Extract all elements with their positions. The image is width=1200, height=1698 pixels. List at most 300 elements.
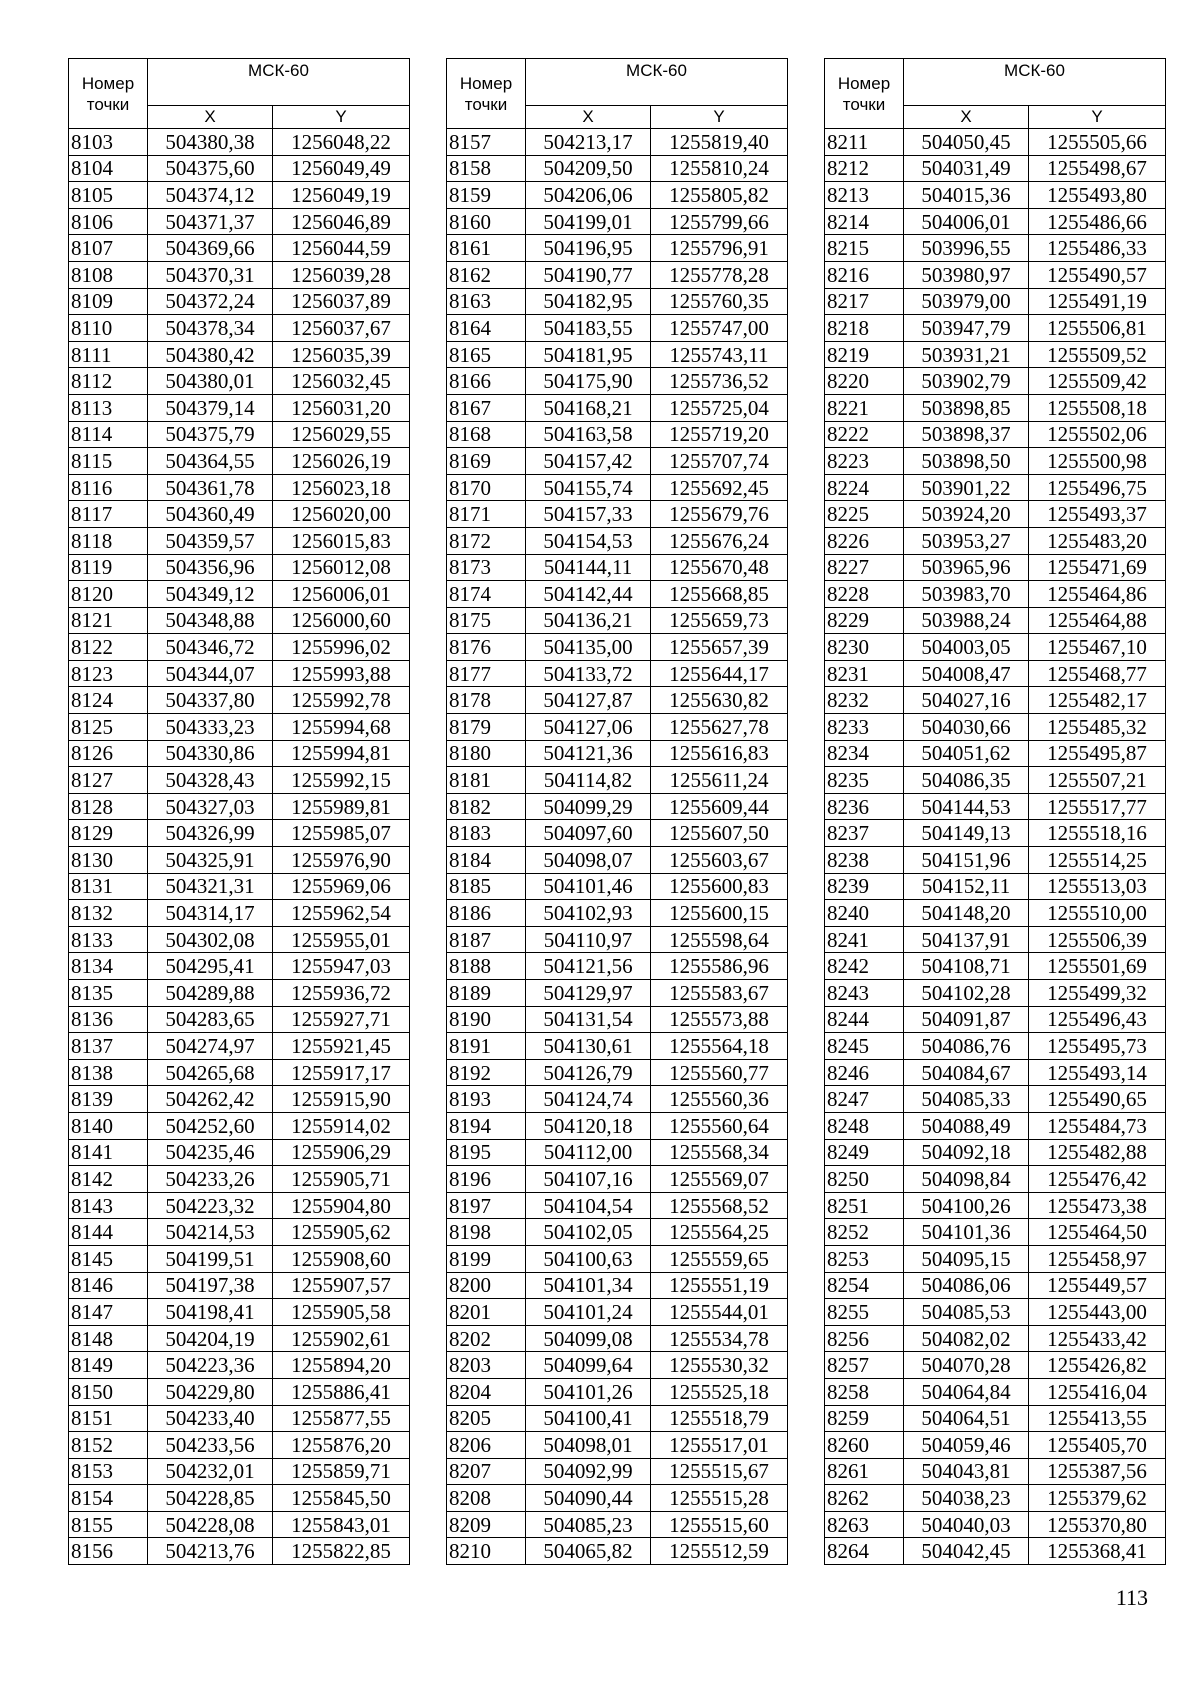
point-number-cell: 8209: [447, 1511, 526, 1538]
table-row: [825, 1059, 1166, 1086]
x-coordinate-cell: 504197,38: [148, 1272, 273, 1299]
point-number-cell: 8179: [447, 714, 526, 741]
point-number-cell: 8144: [69, 1219, 148, 1246]
x-coordinate-cell: 504252,60: [148, 1112, 273, 1139]
point-number-cell: 8232: [825, 687, 904, 714]
x-coordinate-cell: 504333,23: [148, 714, 273, 741]
y-coordinate-cell: 1255819,40: [651, 129, 788, 156]
point-number-cell: 8192: [447, 1059, 526, 1086]
y-coordinate-cell: 1255947,03: [273, 953, 410, 980]
table-row: [447, 1219, 788, 1246]
y-coordinate-cell: 1255464,86: [1029, 581, 1166, 608]
table-row: [69, 1139, 410, 1166]
point-number-cell: 8215: [825, 235, 904, 262]
point-number-cell: 8201: [447, 1299, 526, 1326]
point-number-cell: 8169: [447, 448, 526, 475]
table-row: [69, 634, 410, 661]
x-coordinate-cell: 504133,72: [526, 660, 651, 687]
table-row: [825, 394, 1166, 421]
table-row: [69, 660, 410, 687]
y-coordinate-cell: 1255904,80: [273, 1192, 410, 1219]
table-row: [825, 448, 1166, 475]
y-coordinate-cell: 1255877,55: [273, 1405, 410, 1432]
y-coordinate-cell: 1255573,88: [651, 1006, 788, 1033]
x-coordinate-cell: 504006,01: [904, 208, 1029, 235]
y-coordinate-cell: 1255443,00: [1029, 1299, 1166, 1326]
point-number-cell: 8229: [825, 607, 904, 634]
table-row: [447, 288, 788, 315]
y-coordinate-cell: 1256048,22: [273, 129, 410, 156]
y-coordinate-cell: 1255886,41: [273, 1378, 410, 1405]
table-row: [825, 341, 1166, 368]
x-coordinate-cell: 504090,44: [526, 1485, 651, 1512]
x-coordinate-cell: 504098,84: [904, 1166, 1029, 1193]
y-coordinate-cell: 1256039,28: [273, 261, 410, 288]
table-row: [447, 900, 788, 927]
y-coordinate-cell: 1255725,04: [651, 394, 788, 421]
point-number-cell: 8142: [69, 1166, 148, 1193]
x-coordinate-cell: 503947,79: [904, 315, 1029, 342]
x-coordinate-cell: 504327,03: [148, 793, 273, 820]
y-column-header: Y: [651, 106, 788, 129]
point-number-cell: 8145: [69, 1245, 148, 1272]
point-number-cell: 8109: [69, 288, 148, 315]
table-row: [69, 261, 410, 288]
point-number-cell: 8174: [447, 581, 526, 608]
x-coordinate-cell: 504086,06: [904, 1272, 1029, 1299]
x-column-header: X: [526, 106, 651, 129]
point-number-cell: 8194: [447, 1112, 526, 1139]
x-coordinate-cell: 504148,20: [904, 900, 1029, 927]
y-coordinate-cell: 1256029,55: [273, 421, 410, 448]
y-coordinate-cell: 1256046,89: [273, 208, 410, 235]
point-number-cell: 8173: [447, 554, 526, 581]
point-number-cell: 8239: [825, 873, 904, 900]
x-coordinate-cell: 504124,74: [526, 1086, 651, 1113]
y-coordinate-cell: 1255464,50: [1029, 1219, 1166, 1246]
table-row: [69, 1352, 410, 1379]
y-coordinate-cell: 1255449,57: [1029, 1272, 1166, 1299]
table-row: [825, 501, 1166, 528]
y-coordinate-cell: 1256020,00: [273, 501, 410, 528]
x-coordinate-cell: 504157,42: [526, 448, 651, 475]
point-number-cell: 8149: [69, 1352, 148, 1379]
table-row: [447, 501, 788, 528]
table-row: [447, 315, 788, 342]
table-row: [69, 1086, 410, 1113]
x-coordinate-cell: 504038,23: [904, 1485, 1029, 1512]
point-number-cell: 8191: [447, 1033, 526, 1060]
x-coordinate-cell: 504099,29: [526, 793, 651, 820]
x-coordinate-cell: 504228,85: [148, 1485, 273, 1512]
point-number-cell: 8210: [447, 1538, 526, 1565]
point-number-cell: 8178: [447, 687, 526, 714]
point-number-cell: 8107: [69, 235, 148, 262]
table-row: [69, 873, 410, 900]
table-row: [69, 900, 410, 927]
table-row: [447, 687, 788, 714]
table-row: [825, 1325, 1166, 1352]
point-number-cell: 8116: [69, 474, 148, 501]
y-coordinate-cell: 1255506,39: [1029, 926, 1166, 953]
y-coordinate-cell: 1255458,97: [1029, 1245, 1166, 1272]
x-coordinate-cell: 504348,88: [148, 607, 273, 634]
y-coordinate-cell: 1255902,61: [273, 1325, 410, 1352]
x-coordinate-cell: 504101,36: [904, 1219, 1029, 1246]
table-row: [69, 1112, 410, 1139]
y-coordinate-cell: 1255368,41: [1029, 1538, 1166, 1565]
x-coordinate-cell: 504163,58: [526, 421, 651, 448]
x-coordinate-cell: 504223,36: [148, 1352, 273, 1379]
y-coordinate-cell: 1255512,59: [651, 1538, 788, 1565]
table-row: [447, 714, 788, 741]
y-coordinate-cell: 1255485,32: [1029, 714, 1166, 741]
table-row: [69, 1432, 410, 1459]
x-coordinate-cell: 504344,07: [148, 660, 273, 687]
x-coordinate-cell: 504120,18: [526, 1112, 651, 1139]
coordinate-system-header: МСК-60: [904, 59, 1166, 106]
y-coordinate-cell: 1255560,77: [651, 1059, 788, 1086]
x-coordinate-cell: 504209,50: [526, 155, 651, 182]
y-coordinate-cell: 1255500,98: [1029, 448, 1166, 475]
table-row: [447, 1352, 788, 1379]
table-row: [825, 474, 1166, 501]
point-number-cell: 8161: [447, 235, 526, 262]
point-number-cell: 8147: [69, 1299, 148, 1326]
y-coordinate-cell: 1255490,57: [1029, 261, 1166, 288]
x-coordinate-cell: 504213,76: [148, 1538, 273, 1565]
x-coordinate-cell: 504232,01: [148, 1458, 273, 1485]
y-coordinate-cell: 1255495,87: [1029, 740, 1166, 767]
point-number-cell: 8195: [447, 1139, 526, 1166]
x-coordinate-cell: 504325,91: [148, 847, 273, 874]
point-number-cell: 8208: [447, 1485, 526, 1512]
table-row: [825, 1166, 1166, 1193]
y-coordinate-cell: 1255564,18: [651, 1033, 788, 1060]
point-number-cell: 8128: [69, 793, 148, 820]
point-number-cell: 8182: [447, 793, 526, 820]
point-number-cell: 8204: [447, 1378, 526, 1405]
y-coordinate-cell: 1255743,11: [651, 341, 788, 368]
table-row: [447, 1006, 788, 1033]
point-number-cell: 8251: [825, 1192, 904, 1219]
x-coordinate-cell: 504289,88: [148, 980, 273, 1007]
y-coordinate-cell: 1255493,37: [1029, 501, 1166, 528]
table-row: [447, 1272, 788, 1299]
point-number-cell: 8117: [69, 501, 148, 528]
y-coordinate-cell: 1255498,67: [1029, 155, 1166, 182]
x-coordinate-cell: 503924,20: [904, 501, 1029, 528]
table-row: [825, 900, 1166, 927]
table-row: [825, 1086, 1166, 1113]
table-row: [447, 1299, 788, 1326]
table-row: [825, 873, 1166, 900]
point-number-cell: 8150: [69, 1378, 148, 1405]
x-coordinate-cell: 504346,72: [148, 634, 273, 661]
x-coordinate-cell: 504155,74: [526, 474, 651, 501]
table-row: [447, 1139, 788, 1166]
x-coordinate-cell: 504321,31: [148, 873, 273, 900]
table-row: [447, 1432, 788, 1459]
point-number-cell: 8134: [69, 953, 148, 980]
point-number-cell: 8166: [447, 368, 526, 395]
y-coordinate-cell: 1255496,43: [1029, 1006, 1166, 1033]
table-row: [825, 261, 1166, 288]
table-row: [825, 740, 1166, 767]
x-coordinate-cell: 504380,01: [148, 368, 273, 395]
y-column-header: Y: [273, 106, 410, 129]
y-coordinate-cell: 1255996,02: [273, 634, 410, 661]
point-number-cell: 8214: [825, 208, 904, 235]
table-row: [69, 208, 410, 235]
y-coordinate-cell: 1255530,32: [651, 1352, 788, 1379]
x-coordinate-cell: 504088,49: [904, 1112, 1029, 1139]
point-number-cell: 8202: [447, 1325, 526, 1352]
x-coordinate-cell: 504086,35: [904, 767, 1029, 794]
x-coordinate-cell: 504126,79: [526, 1059, 651, 1086]
x-coordinate-cell: 504110,97: [526, 926, 651, 953]
y-coordinate-cell: 1255405,70: [1029, 1432, 1166, 1459]
point-number-cell: 8213: [825, 182, 904, 209]
point-number-cell: 8119: [69, 554, 148, 581]
y-coordinate-cell: 1256006,01: [273, 581, 410, 608]
table-row: [69, 980, 410, 1007]
y-coordinate-cell: 1256015,83: [273, 527, 410, 554]
y-coordinate-cell: 1255495,73: [1029, 1033, 1166, 1060]
point-number-cell: 8237: [825, 820, 904, 847]
x-coordinate-cell: 504374,12: [148, 182, 273, 209]
x-coordinate-cell: 504121,56: [526, 953, 651, 980]
y-coordinate-cell: 1256049,49: [273, 155, 410, 182]
x-coordinate-cell: 504008,47: [904, 660, 1029, 687]
point-number-cell: 8190: [447, 1006, 526, 1033]
x-coordinate-cell: 504330,86: [148, 740, 273, 767]
point-number-cell: 8137: [69, 1033, 148, 1060]
y-coordinate-cell: 1255805,82: [651, 182, 788, 209]
point-number-cell: 8130: [69, 847, 148, 874]
table-row: [825, 1139, 1166, 1166]
y-coordinate-cell: 1255908,60: [273, 1245, 410, 1272]
point-number-cell: 8155: [69, 1511, 148, 1538]
y-coordinate-cell: 1255514,25: [1029, 847, 1166, 874]
x-coordinate-cell: 503983,70: [904, 581, 1029, 608]
table-row: [447, 1033, 788, 1060]
y-coordinate-cell: 1255905,71: [273, 1166, 410, 1193]
y-coordinate-cell: 1255569,07: [651, 1166, 788, 1193]
table-row: [825, 368, 1166, 395]
table-row: [825, 315, 1166, 342]
y-coordinate-cell: 1255515,28: [651, 1485, 788, 1512]
table-row: [447, 1086, 788, 1113]
point-number-cell: 8216: [825, 261, 904, 288]
x-coordinate-cell: 504190,77: [526, 261, 651, 288]
point-number-cell: 8180: [447, 740, 526, 767]
x-coordinate-cell: 504102,05: [526, 1219, 651, 1246]
table-row: [447, 1405, 788, 1432]
table-row: [825, 1192, 1166, 1219]
y-coordinate-cell: 1255468,77: [1029, 660, 1166, 687]
x-coordinate-cell: 504085,33: [904, 1086, 1029, 1113]
x-coordinate-cell: 504199,51: [148, 1245, 273, 1272]
y-coordinate-cell: 1255568,34: [651, 1139, 788, 1166]
x-coordinate-cell: 504065,82: [526, 1538, 651, 1565]
table-row: [825, 1405, 1166, 1432]
x-coordinate-cell: 504206,06: [526, 182, 651, 209]
table-row: [825, 793, 1166, 820]
x-column-header: X: [148, 106, 273, 129]
table-row: [447, 129, 788, 156]
table-row: [69, 1166, 410, 1193]
table-row: [69, 1245, 410, 1272]
y-coordinate-cell: 1255490,65: [1029, 1086, 1166, 1113]
point-number-cell: 8225: [825, 501, 904, 528]
point-number-cell: 8250: [825, 1166, 904, 1193]
point-number-cell: 8112: [69, 368, 148, 395]
table-row: [69, 1458, 410, 1485]
table-row: [69, 155, 410, 182]
y-coordinate-cell: 1255927,71: [273, 1006, 410, 1033]
table-row: [447, 953, 788, 980]
x-coordinate-cell: 504349,12: [148, 581, 273, 608]
x-coordinate-cell: 504031,49: [904, 155, 1029, 182]
y-coordinate-cell: 1255994,81: [273, 740, 410, 767]
y-coordinate-cell: 1255518,79: [651, 1405, 788, 1432]
y-coordinate-cell: 1255859,71: [273, 1458, 410, 1485]
y-coordinate-cell: 1256012,08: [273, 554, 410, 581]
y-coordinate-cell: 1255994,68: [273, 714, 410, 741]
point-number-cell: 8152: [69, 1432, 148, 1459]
point-number-cell: 8254: [825, 1272, 904, 1299]
y-coordinate-cell: 1255517,01: [651, 1432, 788, 1459]
x-coordinate-cell: 504371,37: [148, 208, 273, 235]
x-coordinate-cell: 504228,08: [148, 1511, 273, 1538]
y-coordinate-cell: 1255525,18: [651, 1378, 788, 1405]
point-number-cell: 8260: [825, 1432, 904, 1459]
y-coordinate-cell: 1255719,20: [651, 421, 788, 448]
y-coordinate-cell: 1255493,14: [1029, 1059, 1166, 1086]
table-row: [825, 1511, 1166, 1538]
point-number-cell: 8240: [825, 900, 904, 927]
point-number-cell: 8230: [825, 634, 904, 661]
point-number-cell: 8217: [825, 288, 904, 315]
y-coordinate-cell: 1255692,45: [651, 474, 788, 501]
y-coordinate-cell: 1255810,24: [651, 155, 788, 182]
y-coordinate-cell: 1255603,67: [651, 847, 788, 874]
x-coordinate-cell: 504151,96: [904, 847, 1029, 874]
table-row: [825, 129, 1166, 156]
y-coordinate-cell: 1255921,45: [273, 1033, 410, 1060]
table-row: [825, 1112, 1166, 1139]
table-row: [825, 926, 1166, 953]
y-coordinate-cell: 1255627,78: [651, 714, 788, 741]
x-coordinate-cell: 503931,21: [904, 341, 1029, 368]
y-coordinate-cell: 1256035,39: [273, 341, 410, 368]
x-coordinate-cell: 504086,76: [904, 1033, 1029, 1060]
y-coordinate-cell: 1255993,88: [273, 660, 410, 687]
y-coordinate-cell: 1255534,78: [651, 1325, 788, 1352]
table-row: [69, 1378, 410, 1405]
table-row: [825, 607, 1166, 634]
point-number-header-label: Номер точки: [837, 73, 891, 114]
point-number-cell: 8245: [825, 1033, 904, 1060]
table-row: [447, 1166, 788, 1193]
point-number-cell: 8176: [447, 634, 526, 661]
point-number-cell: 8244: [825, 1006, 904, 1033]
point-number-cell: 8221: [825, 394, 904, 421]
x-coordinate-cell: 504085,23: [526, 1511, 651, 1538]
point-number-cell: 8205: [447, 1405, 526, 1432]
y-coordinate-cell: 1255600,83: [651, 873, 788, 900]
x-coordinate-cell: 504233,26: [148, 1166, 273, 1193]
table-row: [69, 793, 410, 820]
x-coordinate-cell: 504098,01: [526, 1432, 651, 1459]
x-column-header: X: [904, 106, 1029, 129]
y-coordinate-cell: 1255518,16: [1029, 820, 1166, 847]
y-coordinate-cell: 1255491,19: [1029, 288, 1166, 315]
x-coordinate-cell: 503902,79: [904, 368, 1029, 395]
table-row: [825, 1538, 1166, 1565]
x-coordinate-cell: 504359,57: [148, 527, 273, 554]
x-coordinate-cell: 504114,82: [526, 767, 651, 794]
x-coordinate-cell: 504233,56: [148, 1432, 273, 1459]
x-coordinate-cell: 504102,93: [526, 900, 651, 927]
point-number-cell: 8219: [825, 341, 904, 368]
point-number-cell: 8133: [69, 926, 148, 953]
x-coordinate-cell: 504101,34: [526, 1272, 651, 1299]
table-row: [825, 1245, 1166, 1272]
table-row: [69, 235, 410, 262]
x-coordinate-cell: 504302,08: [148, 926, 273, 953]
x-coordinate-cell: 504097,60: [526, 820, 651, 847]
point-number-cell: 8151: [69, 1405, 148, 1432]
point-number-cell: 8108: [69, 261, 148, 288]
y-coordinate-cell: 1255989,81: [273, 793, 410, 820]
x-coordinate-cell: 504214,53: [148, 1219, 273, 1246]
y-coordinate-cell: 1255544,01: [651, 1299, 788, 1326]
y-coordinate-cell: 1255379,62: [1029, 1485, 1166, 1512]
point-number-cell: 8235: [825, 767, 904, 794]
y-coordinate-cell: 1255508,18: [1029, 394, 1166, 421]
y-coordinate-cell: 1255936,72: [273, 980, 410, 1007]
x-coordinate-cell: 504100,26: [904, 1192, 1029, 1219]
point-number-cell: 8212: [825, 155, 904, 182]
y-coordinate-cell: 1255707,74: [651, 448, 788, 475]
point-number-cell: 8248: [825, 1112, 904, 1139]
table-row: [447, 155, 788, 182]
table-row: [69, 448, 410, 475]
y-coordinate-cell: 1255568,52: [651, 1192, 788, 1219]
table-row: [825, 1033, 1166, 1060]
point-number-cell: 8187: [447, 926, 526, 953]
table-row: [69, 820, 410, 847]
x-coordinate-cell: 504379,14: [148, 394, 273, 421]
table-row: [69, 341, 410, 368]
y-coordinate-cell: 1255616,83: [651, 740, 788, 767]
table-row: [447, 1538, 788, 1565]
point-number-cell: 8238: [825, 847, 904, 874]
x-coordinate-cell: 504104,54: [526, 1192, 651, 1219]
table-row: [825, 1485, 1166, 1512]
point-number-cell: 8236: [825, 793, 904, 820]
x-coordinate-cell: 504144,53: [904, 793, 1029, 820]
point-number-cell: 8143: [69, 1192, 148, 1219]
point-number-cell: 8263: [825, 1511, 904, 1538]
x-coordinate-cell: 504204,19: [148, 1325, 273, 1352]
table-row: [69, 1485, 410, 1512]
x-coordinate-cell: 504099,08: [526, 1325, 651, 1352]
table-row: [69, 182, 410, 209]
table-row: [447, 1112, 788, 1139]
